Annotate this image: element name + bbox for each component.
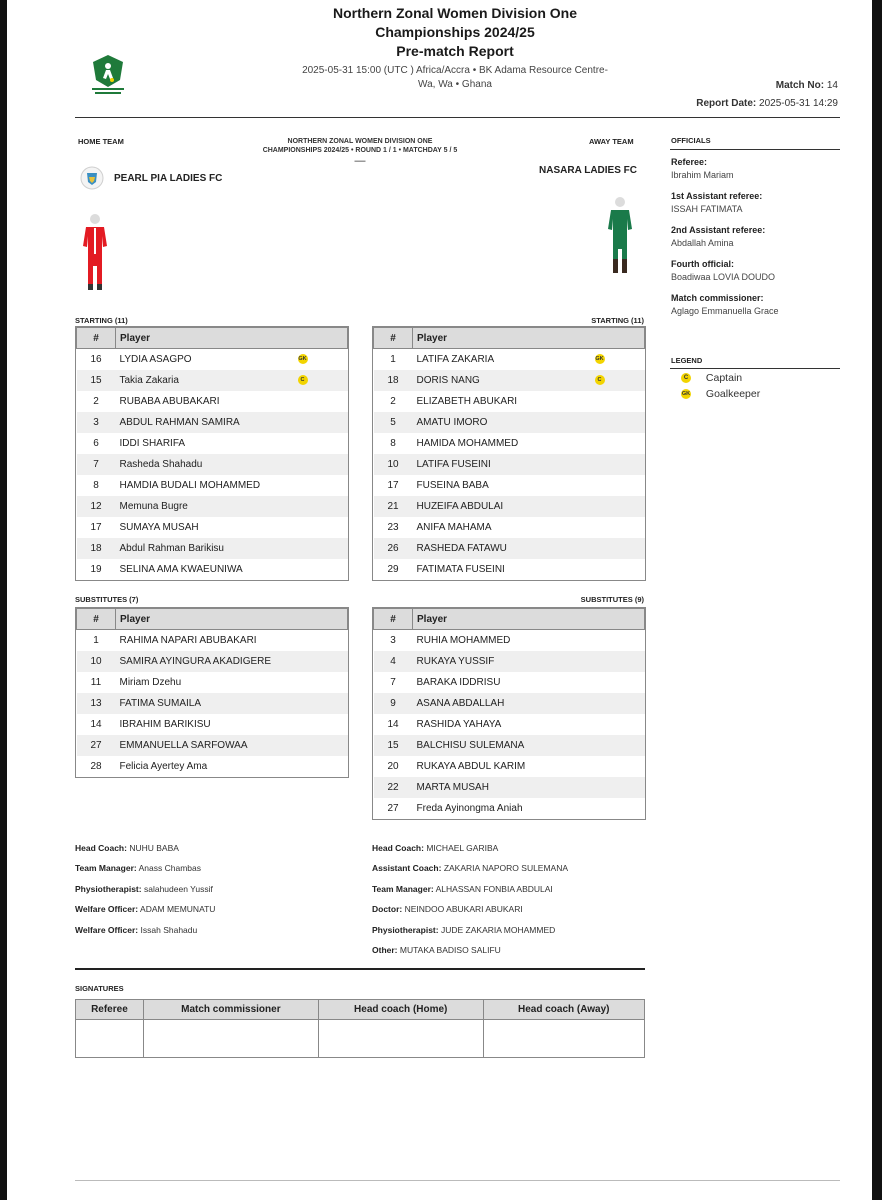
table-row — [374, 454, 645, 475]
player-name: Miriam Dzehu — [119, 677, 182, 688]
title-line-1: Northern Zonal Women Division One — [333, 5, 577, 21]
meta-line-1: 2025-05-31 15:00 (UTC ) Africa/Accra • BK Adama Resource Centre- — [302, 65, 608, 76]
report-date-label: Report Date: — [696, 98, 757, 109]
player-number: 6 — [93, 438, 99, 449]
table-row — [374, 412, 645, 433]
home-kit-figure — [80, 212, 110, 292]
goalkeeper-badge-icon: GK — [298, 356, 307, 362]
staff-role: Team Manager: — [372, 883, 434, 894]
player-name: FUSEINA BABA — [416, 480, 489, 491]
player-cell — [413, 538, 645, 559]
player-number: 14 — [90, 719, 102, 730]
table-row — [77, 391, 348, 412]
staff-name: salahudeen Yussif — [143, 883, 213, 894]
official-role: Match commissioner: — [671, 293, 764, 303]
table-row — [374, 370, 645, 391]
player-number: 11 — [90, 677, 102, 688]
player-cell — [413, 349, 645, 371]
player-number: 22 — [374, 777, 413, 798]
home-staff-list — [75, 843, 355, 945]
legend-captain-label: Captain — [705, 372, 743, 385]
table-row — [374, 349, 645, 371]
home-team-label: HOME TEAM — [78, 137, 124, 146]
player-cell — [116, 349, 348, 371]
table-row — [77, 454, 348, 475]
player-number: 19 — [90, 564, 102, 575]
player-number: 4 — [374, 651, 413, 672]
official-role: 2nd Assistant referee: — [671, 225, 766, 235]
official-role: 1st Assistant referee: — [671, 191, 763, 201]
player-number: 14 — [387, 719, 399, 730]
player-name: LATIFA FUSEINI — [416, 459, 491, 470]
player-cell — [116, 370, 348, 391]
captain-badge-icon: C — [595, 375, 605, 385]
staff-role: Team Manager: — [75, 863, 137, 874]
player-number: 8 — [93, 480, 99, 491]
player-number: 15 — [374, 735, 413, 756]
player-number: 23 — [387, 522, 399, 533]
col-num: # — [374, 328, 413, 349]
legend-captain — [681, 372, 742, 384]
staff-role: Physiotherapist: — [75, 883, 142, 894]
player-name: FATIMATA FUSEINI — [416, 564, 505, 575]
player-name: DORIS NANG — [416, 375, 480, 386]
table-row — [374, 475, 645, 496]
staff-name: ALHASSAN FONBIA ABDULAI — [435, 883, 553, 894]
away-starting-label: STARTING (11) — [591, 316, 644, 325]
official-name: Abdallah Amina — [671, 238, 734, 248]
player-number: 10 — [77, 651, 116, 672]
header-divider — [75, 117, 840, 118]
player-number: 10 — [374, 454, 413, 475]
table-row — [77, 433, 348, 454]
staff-name: MICHAEL GARIBA — [426, 843, 499, 853]
home-subs-label: SUBSTITUTES (7) — [75, 595, 139, 604]
player-cell — [116, 475, 348, 496]
player-cell — [413, 672, 645, 693]
table-row — [374, 693, 645, 714]
official-name: Boadiwaa LOVIA DOUDO — [671, 272, 776, 282]
player-cell — [116, 693, 348, 714]
player-number: 21 — [374, 496, 413, 517]
staff-name: NUHU BABA — [129, 843, 179, 853]
player-number: 17 — [387, 480, 399, 491]
player-number: 18 — [77, 538, 116, 559]
staff-name: NEINDOO ABUKARI ABUKARI — [404, 904, 523, 915]
player-cell — [413, 714, 645, 735]
player-cell — [116, 538, 348, 559]
staff-item — [75, 884, 355, 904]
player-name: LYDIA ASAGPO — [119, 354, 192, 365]
score-separator: — — [354, 155, 366, 167]
table-row — [77, 349, 348, 371]
signature-box-commissioner[interactable] — [143, 1020, 318, 1058]
official-item — [671, 157, 841, 191]
col-num: # — [77, 328, 116, 349]
player-cell — [413, 735, 645, 756]
staff-item — [372, 863, 652, 883]
away-subs-table — [372, 607, 646, 820]
official-role: Fourth official: — [671, 259, 734, 269]
table-row — [77, 714, 348, 735]
table-row — [374, 496, 645, 517]
competition-info — [230, 137, 490, 166]
staff-name: Anass Chambas — [138, 863, 202, 874]
player-number: 26 — [374, 538, 413, 559]
player-cell — [413, 370, 645, 391]
away-subs-label: SUBSTITUTES (9) — [580, 595, 644, 604]
table-header-row — [77, 609, 348, 630]
table-row — [374, 538, 645, 559]
signature-box-home-coach[interactable] — [318, 1020, 483, 1058]
officials-list — [671, 157, 841, 327]
player-number: 3 — [77, 412, 116, 433]
player-cell — [116, 630, 348, 652]
table-row — [374, 777, 645, 798]
table-row — [77, 412, 348, 433]
player-cell — [413, 517, 645, 538]
screen-edge-left — [0, 0, 7, 1200]
title-line-2: Championships 2024/25 — [375, 24, 535, 40]
col-num: # — [374, 609, 413, 630]
player-name: ELIZABETH ABUKARI — [416, 396, 518, 407]
staff-role: Welfare Officer: — [75, 904, 139, 915]
report-title — [290, 4, 620, 61]
player-cell — [413, 433, 645, 454]
player-cell — [413, 756, 645, 777]
competition-line-1: NORTHERN ZONAL WOMEN DIVISION ONE — [287, 138, 433, 145]
staff-item — [372, 925, 652, 945]
home-starting-label: STARTING (11) — [75, 316, 128, 325]
player-name: HAMDIA BUDALI MOHAMMED — [119, 480, 261, 491]
table-row — [374, 756, 645, 777]
table-row — [77, 538, 348, 559]
away-team-name: NASARA LADIES FC — [539, 165, 637, 176]
report-date — [696, 98, 838, 109]
player-name: RUKAYA YUSSIF — [416, 656, 495, 667]
player-number: 7 — [77, 454, 116, 475]
player-cell — [413, 475, 645, 496]
player-cell — [413, 412, 645, 433]
match-number-label: Match No: — [775, 80, 825, 91]
match-number-value: 14 — [826, 80, 838, 91]
footer-divider — [75, 1180, 840, 1181]
player-name: IBRAHIM BARIKISU — [119, 719, 211, 730]
player-number: 3 — [390, 635, 396, 646]
player-number: 12 — [77, 496, 116, 517]
match-number — [776, 80, 838, 91]
official-item — [671, 225, 841, 259]
signatures-heading: SIGNATURES — [75, 984, 124, 993]
table-row — [77, 693, 348, 714]
captain-badge-icon: C — [298, 375, 308, 385]
staff-name: MUTAKA BADISO SALIFU — [399, 944, 501, 955]
official-name: Ibrahim Mariam — [671, 170, 734, 180]
match-meta — [290, 64, 620, 92]
player-number: 17 — [90, 522, 102, 533]
player-name: HUZEIFA ABDULAI — [416, 501, 504, 512]
table-row — [374, 714, 645, 735]
signatures-row — [76, 1020, 645, 1058]
table-row — [77, 735, 348, 756]
meta-line-2: Wa, Wa • Ghana — [418, 79, 492, 90]
home-team-crest — [80, 166, 104, 190]
player-number: 16 — [90, 354, 102, 365]
player-cell — [116, 735, 348, 756]
staff-role: Head Coach: — [372, 843, 424, 853]
table-row — [77, 559, 348, 580]
table-row — [77, 370, 348, 391]
table-row — [374, 651, 645, 672]
player-name: ASANA ABDALLAH — [416, 698, 505, 709]
player-number: 9 — [374, 693, 413, 714]
player-cell — [413, 798, 645, 819]
staff-name: JUDE ZAKARIA MOHAMMED — [440, 924, 556, 935]
staff-item — [372, 843, 652, 863]
staff-role: Doctor: — [372, 904, 403, 915]
goalkeeper-badge-icon: GK — [595, 356, 604, 362]
official-name: Aglago Emmanuella Grace — [671, 306, 779, 316]
player-cell — [413, 777, 645, 798]
away-staff-list — [372, 843, 652, 965]
player-number: 13 — [77, 693, 116, 714]
player-number: 15 — [77, 370, 116, 391]
player-name: SUMAYA MUSAH — [119, 522, 199, 533]
player-name: MARTA MUSAH — [416, 782, 489, 793]
player-cell — [116, 672, 348, 693]
legend-heading: LEGEND — [671, 356, 703, 365]
player-name: Takia Zakaria — [119, 375, 179, 386]
player-number: 28 — [90, 761, 102, 772]
table-row — [77, 475, 348, 496]
table-row — [77, 517, 348, 538]
away-team-label: AWAY TEAM — [589, 137, 634, 146]
player-cell — [413, 559, 645, 580]
staff-item — [372, 904, 652, 924]
player-name: IDDI SHARIFA — [119, 438, 186, 449]
staff-item — [75, 863, 355, 883]
staff-role: Other: — [372, 944, 398, 955]
table-header-row — [374, 609, 645, 630]
player-cell — [116, 433, 348, 454]
competition-line-2: CHAMPIONSHIPS 2024/25 • ROUND 1 / 1 • MATCHDAY 5 / 5 — [262, 147, 458, 154]
player-cell — [413, 630, 645, 652]
player-number: 1 — [93, 635, 99, 646]
signature-col-referee: Referee — [76, 1000, 144, 1020]
staff-item — [372, 884, 652, 904]
table-row — [374, 630, 645, 652]
away-kit-figure — [605, 195, 635, 275]
player-cell — [116, 454, 348, 475]
player-number: 2 — [93, 396, 99, 407]
player-name: RUKAYA ABDUL KARIM — [416, 761, 526, 772]
player-cell — [116, 391, 348, 412]
player-number: 7 — [390, 677, 396, 688]
player-name: AMATU IMORO — [416, 417, 488, 428]
table-row — [374, 559, 645, 580]
signature-col-away-coach: Head coach (Away) — [483, 1000, 644, 1020]
staff-role: Assistant Coach: — [372, 863, 442, 874]
player-name: RUHIA MOHAMMED — [416, 635, 511, 646]
player-cell — [413, 693, 645, 714]
player-cell — [116, 651, 348, 672]
table-row — [77, 651, 348, 672]
player-name: FATIMA SUMAILA — [119, 698, 201, 709]
player-name: RASHEDA FATAWU — [416, 543, 507, 554]
table-row — [374, 433, 645, 454]
player-name: Memuna Bugre — [119, 501, 188, 512]
player-name: ABDUL RAHMAN SAMIRA — [119, 417, 240, 428]
col-player: Player — [116, 328, 348, 349]
table-header-row — [77, 328, 348, 349]
player-number: 18 — [374, 370, 413, 391]
player-cell — [413, 651, 645, 672]
signature-col-home-coach: Head coach (Home) — [318, 1000, 483, 1020]
player-number: 27 — [77, 735, 116, 756]
player-cell — [116, 559, 348, 580]
staff-item — [372, 945, 652, 965]
table-row — [77, 672, 348, 693]
championship-logo — [90, 54, 126, 96]
signature-col-commissioner: Match commissioner — [143, 1000, 318, 1020]
title-line-3: Pre-match Report — [396, 43, 514, 59]
player-number: 27 — [387, 803, 399, 814]
player-number: 8 — [390, 438, 396, 449]
away-starting-table — [372, 326, 646, 581]
player-name: SELINA AMA KWAEUNIWA — [119, 564, 243, 575]
table-row — [77, 630, 348, 652]
legend-goalkeeper — [681, 388, 760, 400]
signatures-table — [75, 999, 645, 1058]
staff-name: Issah Shahadu — [140, 924, 198, 935]
player-name: Freda Ayinongma Aniah — [416, 803, 523, 814]
signature-box-away-coach[interactable] — [483, 1020, 644, 1058]
official-item — [671, 191, 841, 225]
player-number: 29 — [387, 564, 399, 575]
player-name: HAMIDA MOHAMMED — [416, 438, 519, 449]
table-row — [77, 496, 348, 517]
player-name: RAHIMA NAPARI ABUBAKARI — [119, 635, 257, 646]
captain-badge-icon: C — [681, 373, 691, 383]
table-row — [374, 798, 645, 819]
player-name: ANIFA MAHAMA — [416, 522, 492, 533]
player-name: Felicia Ayertey Ama — [119, 761, 208, 772]
signatures-header-row — [76, 1000, 645, 1020]
player-number: 5 — [374, 412, 413, 433]
signature-box-referee[interactable] — [76, 1020, 144, 1058]
col-num: # — [77, 609, 116, 630]
table-row — [374, 391, 645, 412]
legend-goalkeeper-label: Goalkeeper — [705, 388, 761, 401]
player-name: Abdul Rahman Barikisu — [119, 543, 224, 554]
player-cell — [116, 756, 348, 777]
official-role: Referee: — [671, 157, 708, 167]
official-name: ISSAH FATIMATA — [671, 204, 743, 214]
player-number: 1 — [390, 354, 396, 365]
table-row — [77, 756, 348, 777]
home-starting-table — [75, 326, 349, 581]
col-player: Player — [116, 609, 348, 630]
player-cell — [116, 517, 348, 538]
player-cell — [413, 454, 645, 475]
player-name: RUBABA ABUBAKARI — [119, 396, 220, 407]
player-name: EMMANUELLA SARFOWAA — [119, 740, 248, 751]
staff-item — [75, 925, 355, 945]
officials-heading: OFFICIALS — [671, 136, 711, 145]
player-name: BALCHISU SULEMANA — [416, 740, 525, 751]
signatures-divider — [75, 968, 645, 970]
player-cell — [413, 496, 645, 517]
player-number: 2 — [390, 396, 396, 407]
player-name: BARAKA IDDRISU — [416, 677, 501, 688]
table-header-row — [374, 328, 645, 349]
player-name: SAMIRA AYINGURA AKADIGERE — [119, 656, 272, 667]
legend-divider — [670, 368, 840, 369]
player-name: LATIFA ZAKARIA — [416, 354, 495, 365]
official-item — [671, 259, 841, 293]
player-name: Rasheda Shahadu — [119, 459, 203, 470]
player-cell — [116, 412, 348, 433]
screen-edge-right — [872, 0, 882, 1200]
col-player: Player — [413, 328, 645, 349]
staff-name: ADAM MEMUNATU — [140, 904, 216, 915]
goalkeeper-badge-icon: GK — [681, 391, 691, 398]
player-name: RASHIDA YAHAYA — [416, 719, 502, 730]
staff-item — [75, 843, 355, 863]
report-date-value: 2025-05-31 14:29 — [759, 98, 838, 109]
table-row — [374, 517, 645, 538]
player-number: 20 — [387, 761, 399, 772]
player-cell — [116, 714, 348, 735]
official-item — [671, 293, 841, 327]
staff-role: Welfare Officer: — [75, 924, 139, 935]
staff-item — [75, 904, 355, 924]
staff-role: Head Coach: — [75, 843, 127, 853]
home-team-name: PEARL PIA LADIES FC — [114, 173, 223, 184]
player-cell — [413, 391, 645, 412]
table-row — [374, 672, 645, 693]
table-row — [374, 735, 645, 756]
staff-role: Physiotherapist: — [372, 924, 439, 935]
player-cell — [116, 496, 348, 517]
home-subs-table — [75, 607, 349, 778]
officials-divider — [670, 149, 840, 150]
col-player: Player — [413, 609, 645, 630]
staff-name: ZAKARIA NAPORO SULEMANA — [443, 863, 569, 874]
